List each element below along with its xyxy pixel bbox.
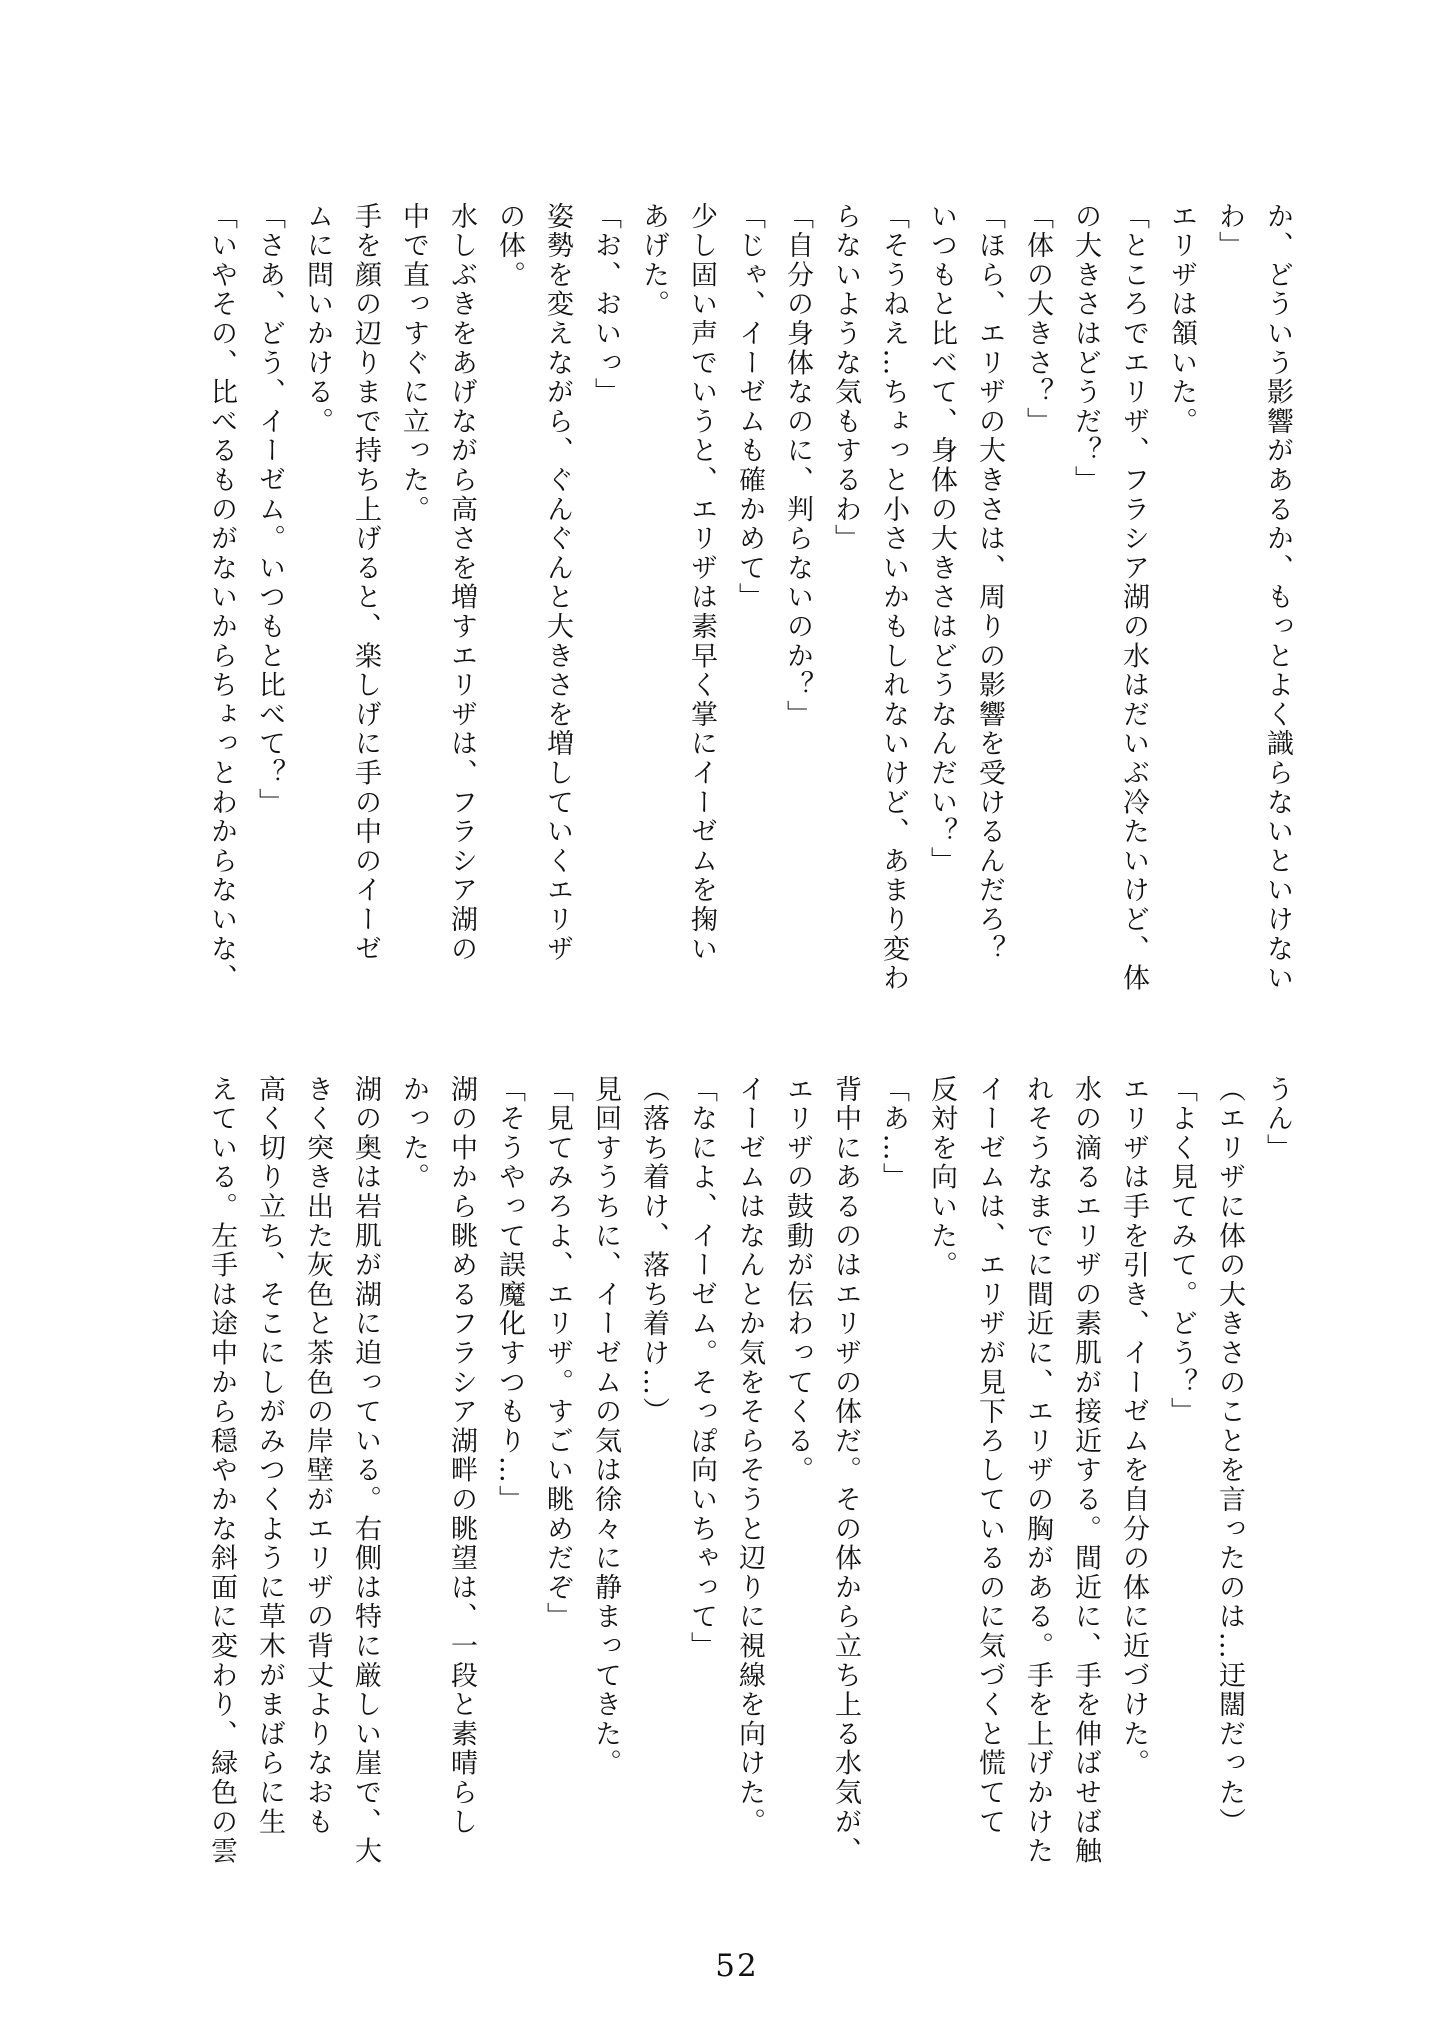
text-column: 姿勢を変えながら、ぐんぐんと大きさを増していくエリザ	[542, 202, 573, 964]
text-column: れそうなまでに間近に、エリザの胸がある。手を上げかけた	[1022, 1075, 1053, 1867]
text-column: イーゼムは、エリザが見下ろしているのに気づくと慌てて	[974, 1075, 1005, 1837]
text-column: 「ほら、エリザの大きさは、周りの影響を受けるんだろ？	[974, 202, 1005, 964]
text-column: 「いやその、比べるものがないからちょっとわからないな、	[206, 202, 237, 994]
text-column: 手を顔の辺りまで持ち上げると、楽しげに手の中のイーゼ	[350, 202, 381, 964]
text-column: 「そうやって誤魔化すつもり…」	[494, 1075, 525, 1515]
text-column: 背中にあるのはエリザの体だ。その体から立ち上る水気が、	[830, 1075, 861, 1867]
text-column: わ」	[1214, 202, 1245, 261]
text-column: いつもと比べて、身体の大きさはどうなんだい？」	[926, 202, 957, 876]
text-column: 水の滴るエリザの素肌が接近する。間近に、手を伸ばせば触	[1070, 1075, 1101, 1867]
text-column: 湖の中から眺めるフラシア湖畔の眺望は、一段と素晴らし	[446, 1075, 477, 1837]
text-column: 「見てみろよ、エリザ。すごい眺めだぞ」	[542, 1075, 573, 1632]
text-column: 「よく見てみて。どう？」	[1166, 1075, 1197, 1427]
text-column: （落ち着け、落ち着け…）	[638, 1075, 669, 1427]
text-column: エリザは手を引き、イーゼムを自分の体に近づけた。	[1118, 1075, 1149, 1779]
text-column: 反対を向いた。	[926, 1075, 957, 1281]
text-column: ムに問いかける。	[302, 202, 333, 437]
text-column: 中で直っすぐに立った。	[398, 202, 429, 525]
text-column: らないような気もするわ」	[830, 202, 861, 554]
text-column: きく突き出た灰色と茶色の岸壁がエリザの背丈よりなおも	[302, 1075, 333, 1837]
text-column: 「そうねえ…ちょっと小さいかもしれないけど、あまり変わ	[878, 202, 909, 994]
text-column: の大きさはどうだ？」	[1070, 202, 1101, 495]
text-column: か、どういう影響があるか、もっとよく識らないといけない	[1262, 202, 1293, 994]
text-column: 少し固い声でいうと、エリザは素早く掌にイーゼムを掬い	[686, 202, 717, 964]
text-column: 「お、おいっ」	[590, 202, 621, 408]
text-column: イーゼムはなんとか気をそらそうと辺りに視線を向けた。	[734, 1075, 765, 1837]
text-column: エリザは頷いた。	[1166, 202, 1197, 437]
text-column: 「じゃ、イーゼムも確かめて」	[734, 202, 765, 613]
text-column: エリザの鼓動が伝わってくる。	[782, 1075, 813, 1486]
text-block-bottom	[197, 1075, 1301, 1875]
text-column: 「あ…」	[878, 1075, 909, 1193]
page-number: 52	[715, 1948, 759, 1984]
text-column: 水しぶきをあげながら高さを増すエリザは、フラシア湖の	[446, 202, 477, 964]
text-column: 見回すうちに、イーゼムの気は徐々に静まってきた。	[590, 1075, 621, 1779]
text-column: 「なによ、イーゼム。そっぽ向いちゃって」	[686, 1075, 717, 1661]
text-column: 「ところでエリザ、フラシア湖の水はだいぶ冷たいけど、体	[1118, 202, 1149, 994]
text-column: えている。左手は途中から穏やかな斜面に変わり、緑色の雲	[206, 1075, 237, 1867]
text-column: 湖の奥は岩肌が湖に迫っている。右側は特に厳しい崖で、大	[350, 1075, 381, 1867]
text-column: かった。	[398, 1075, 429, 1193]
text-column: 「自分の身体なのに、判らないのか？」	[782, 202, 813, 730]
text-column: 高く切り立ち、そこにしがみつくように草木がまばらに生	[254, 1075, 285, 1837]
text-column: 「さあ、どう、イーゼム。いつもと比べて？」	[254, 202, 285, 818]
text-column: （エリザに体の大きさのことを言ったのは…迂闊だった）	[1214, 1075, 1245, 1837]
text-block-top	[197, 202, 1301, 1002]
text-column: の体。	[494, 202, 525, 290]
text-column: 「体の大きさ？」	[1022, 202, 1053, 437]
text-column: あげた。	[638, 202, 669, 320]
text-column: うん」	[1262, 1075, 1293, 1163]
